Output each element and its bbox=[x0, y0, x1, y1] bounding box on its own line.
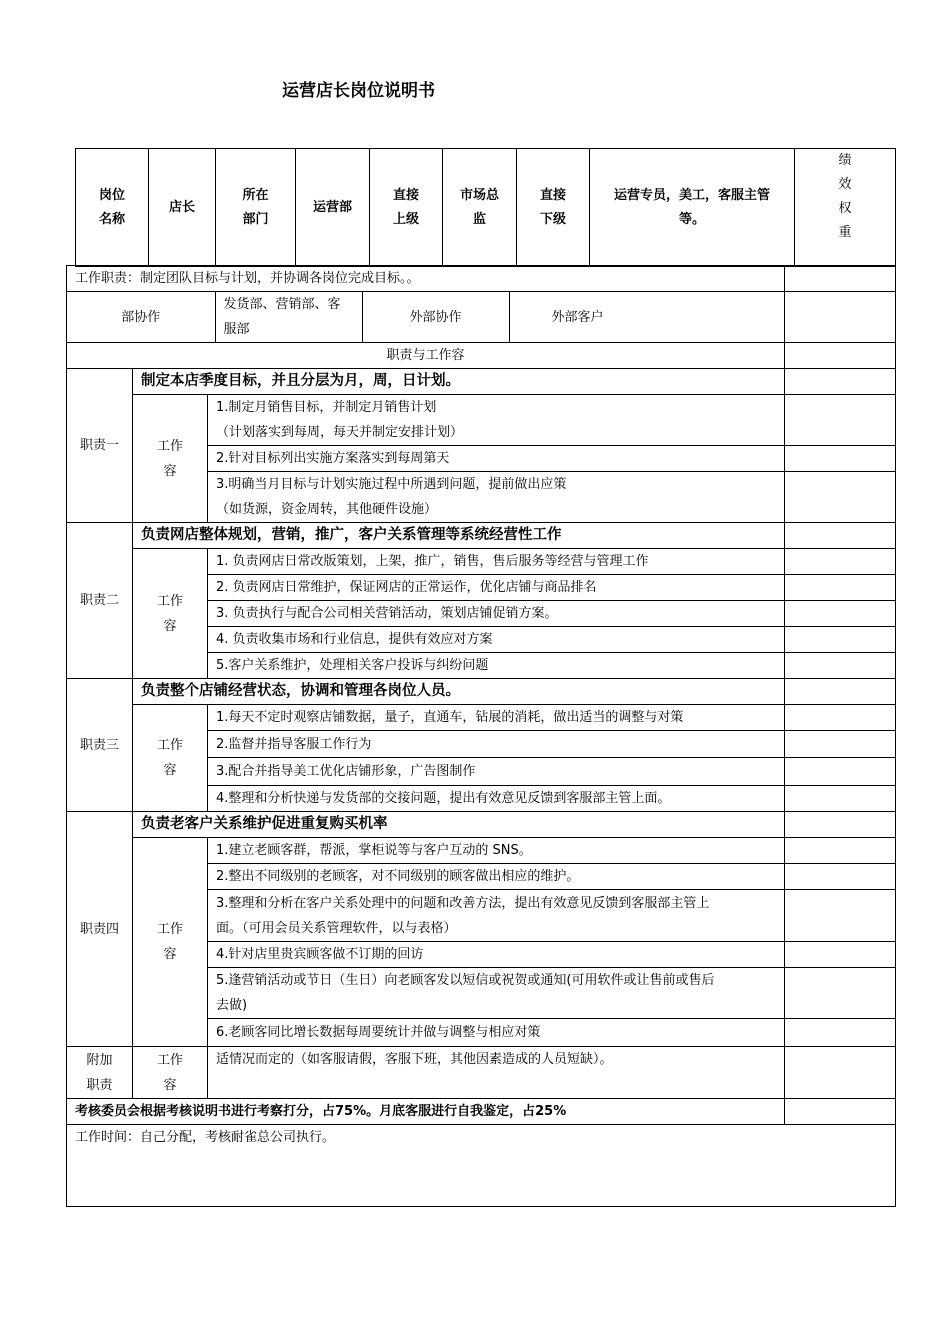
department-value: 运营部 bbox=[296, 149, 370, 267]
duty-1-title: 制定本店季度目标，并且分层为月，周，日计划。 bbox=[133, 369, 785, 395]
duty-3-label: 职责三 bbox=[67, 679, 133, 812]
duty-2-item-4: 4. 负责收集市场和行业信息，提供有效应对方案 bbox=[208, 627, 785, 653]
external-coop-label: 外部协作 bbox=[362, 292, 509, 342]
subordinate-value: 运营专员，美工，客服主管 等。 bbox=[590, 149, 795, 267]
position-value: 店长 bbox=[149, 149, 216, 267]
duty-3-item-2: 2.监督并指导客服工作行为 bbox=[208, 731, 785, 758]
duty-1-item-1: 1.制定月销售目标，并制定月销售计划 （计划落实到每周，每天并制定安排计划） bbox=[208, 395, 785, 446]
duty-2-item-3: 3. 负责执行与配合公司相关营销活动，策划店铺促销方案。 bbox=[208, 601, 785, 627]
duty-4-item-6: 6.老顾客同比增长数据每周要统计并做与调整与相应对策 bbox=[208, 1019, 785, 1047]
duty-2-content-label: 工作 容 bbox=[133, 549, 208, 679]
department-label: 所在 部门 bbox=[216, 149, 296, 267]
subordinate-label: 直接 下级 bbox=[517, 149, 590, 267]
duty-3-item-1: 1.每天不定时观察店铺数据，量子，直通车，钻展的消耗，做出适当的调整与对策 bbox=[208, 705, 785, 731]
duty-2-label: 职责二 bbox=[67, 523, 133, 679]
duty-2-item-2: 2. 负责网店日常维护，保证网店的正常运作，优化店铺与商品排名 bbox=[208, 575, 785, 601]
duty-1-content-label: 工作 容 bbox=[133, 395, 208, 523]
header-table bbox=[75, 148, 896, 267]
duty-4-item-4: 4.针对店里贵宾顾客做不订期的回访 bbox=[208, 942, 785, 968]
internal-coop-label: 部协作 bbox=[67, 292, 215, 342]
duty-4-item-1: 1.建立老顾客群，帮派，掌柜说等与客户互动的 SNS。 bbox=[208, 838, 785, 864]
position-label: 岗位 名称 bbox=[76, 149, 149, 267]
work-time-row: 工作时间：自己分配，考核耐雀总公司执行。 bbox=[67, 1125, 896, 1207]
duty-4-label: 职责四 bbox=[67, 812, 133, 1047]
duty-2-item-1: 1. 负责网店日常改版策划，上架，推广，销售，售后服务等经营与管理工作 bbox=[208, 549, 785, 575]
extra-content-label: 工作 容 bbox=[133, 1047, 208, 1099]
duty-2-item-5: 5.客户关系维护，处理相关客户投诉与纠纷问题 bbox=[208, 653, 785, 679]
duty-3-item-3: 3.配合并指导美工优化店铺形象，广告图制作 bbox=[208, 758, 785, 786]
assessment-row: 考核委员会根据考核说明书进行考察打分，占75%。月底客服进行自我鉴定，占25% bbox=[67, 1099, 785, 1125]
internal-coop-value: 发货部、营销部、客 服部 bbox=[215, 292, 362, 342]
duty-4-title: 负责老客户关系维护促进重复购买机率 bbox=[133, 812, 785, 838]
duty-3-title: 负责整个店铺经营状态，协调和管理各岗位人员。 bbox=[133, 679, 785, 705]
duty-1-label: 职责一 bbox=[67, 369, 133, 523]
superior-label: 直接 上级 bbox=[370, 149, 443, 267]
duty-3-content-label: 工作 容 bbox=[133, 705, 208, 812]
duty-1-item-2: 2.针对目标列出实施方案落实到每周第天 bbox=[208, 446, 785, 472]
duty-2-title: 负责网店整体规划，营销，推广，客户关系管理等系统经营性工作 bbox=[133, 523, 785, 549]
duty-4-item-5: 5.逢营销活动或节日（生日）向老顾客发以短信或祝贺或通知(可用软件或让售前或售后 去做) bbox=[208, 968, 785, 1019]
cooperation-row bbox=[67, 292, 785, 343]
duty-1-item-3: 3.明确当月目标与计划实施过程中所遇到问题，提前做出应策 （如货源，资金周转，其他硬件设施） bbox=[208, 472, 785, 523]
job-duty-row: 工作职责：制定团队目标与计划，并协调各岗位完成目标。。 bbox=[67, 266, 785, 292]
duty-4-content-label: 工作 容 bbox=[133, 838, 208, 1047]
section-header: 职责与工作容 bbox=[67, 343, 785, 369]
external-coop-value: 外部客户 bbox=[509, 292, 784, 342]
main-table bbox=[66, 265, 896, 1207]
superior-value: 市场总 监 bbox=[443, 149, 517, 267]
duty-4-item-3: 3.整理和分析在客户关系处理中的问题和改善方法，提出有效意见反馈到客服部主管上 面。（可用会员关系管理软件，以与表格） bbox=[208, 890, 785, 942]
document-title: 运营店长岗位说明书 bbox=[282, 81, 435, 101]
duty-4-item-2: 2.整出不同级别的老顾客，对不同级别的顾客做出相应的维护。 bbox=[208, 864, 785, 890]
duty-3-item-4: 4.整理和分析快递与发货部的交接问题，提出有效意见反馈到客服部主管上面。 bbox=[208, 786, 785, 812]
extra-duty-label: 附加 职责 bbox=[67, 1047, 133, 1099]
extra-duty-text: 适情况而定的（如客服请假，客服下班，其他因素造成的人员短缺）。 bbox=[208, 1047, 785, 1099]
performance-weight-label: 绩 效 权 重 bbox=[795, 149, 896, 267]
